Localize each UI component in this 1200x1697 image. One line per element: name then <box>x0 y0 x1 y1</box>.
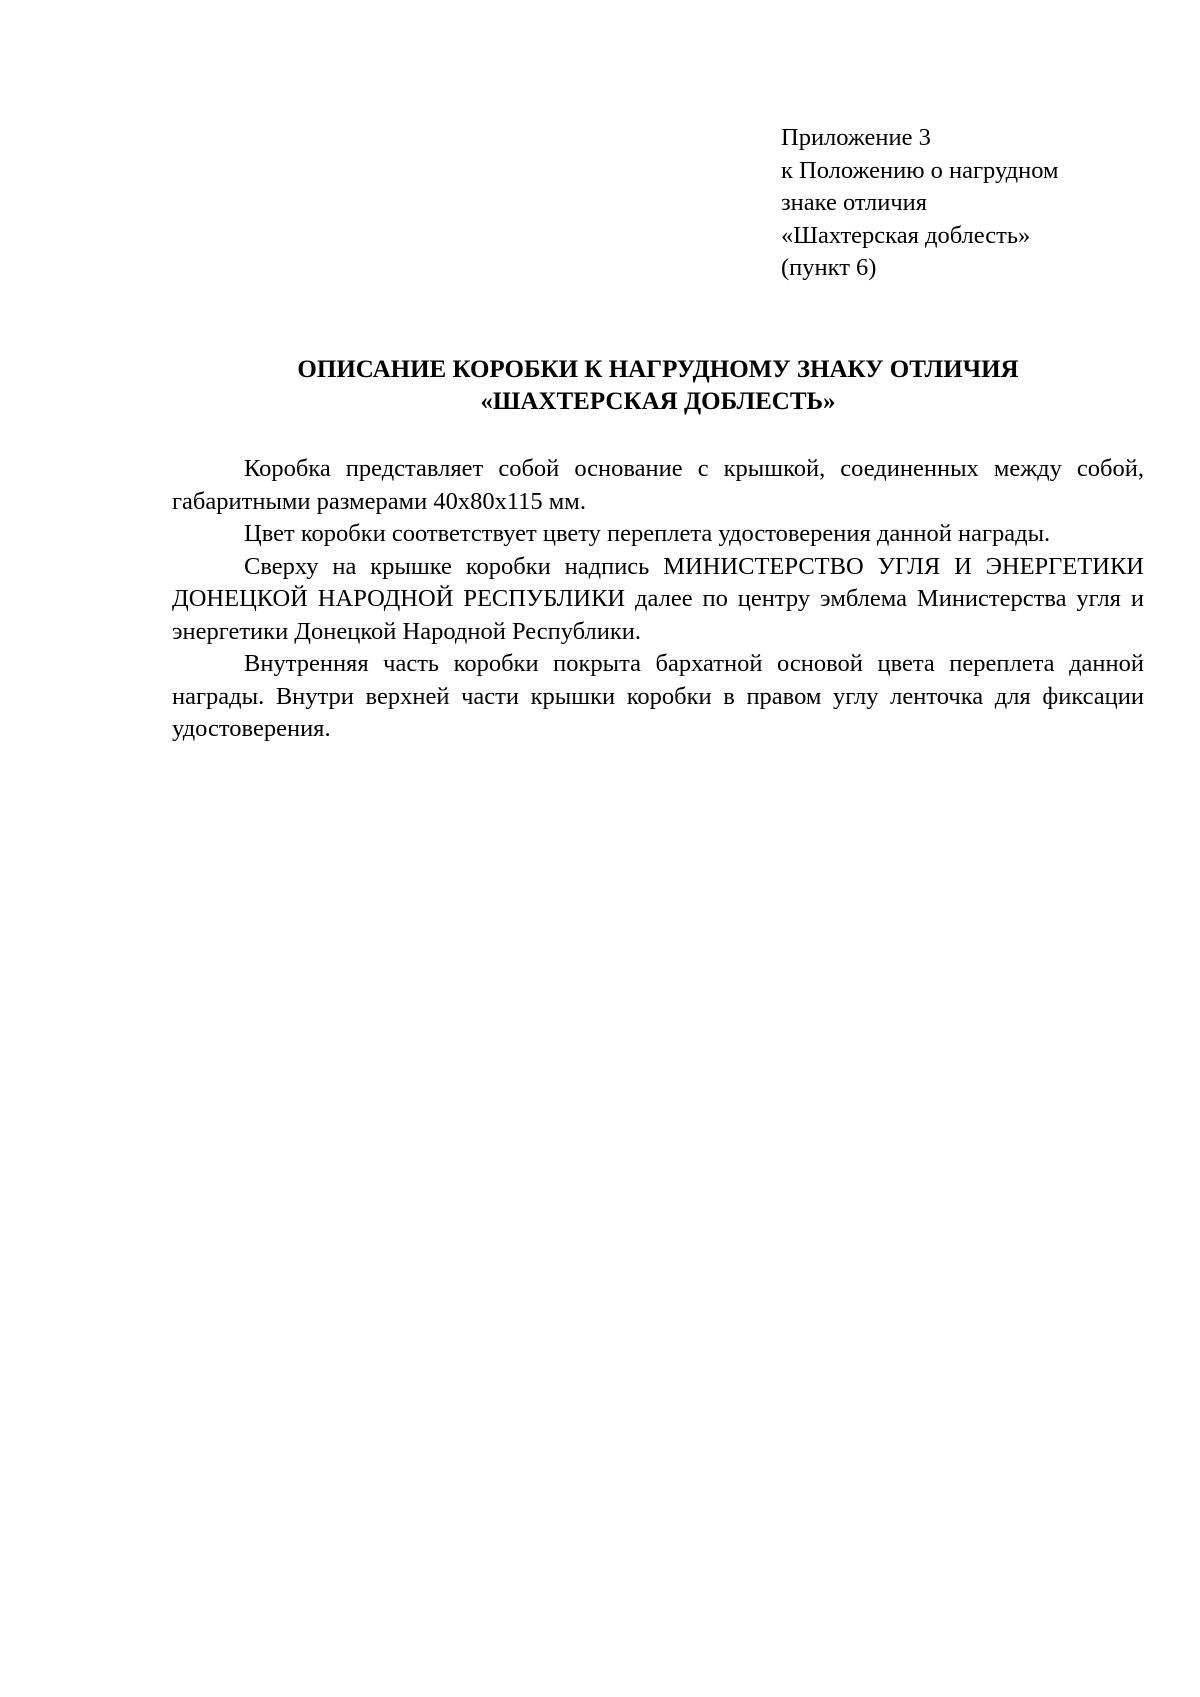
paragraph: Сверху на крышке коробки надпись МИНИСТЕРСТВО УГЛЯ И ЭНЕРГЕТИКИ ДОНЕЦКОЙ НАРОДНОЙ РЕСПУБЛИКИ далее по центру эмблема Министерства угля и энергетики Донецкой Народной Республики. <box>172 552 1144 645</box>
document-title <box>172 354 1144 418</box>
paragraph: Цвет коробки соответствует цвету переплета удостоверения данной награды. <box>244 520 1051 547</box>
appendix-line: Приложение 3 <box>781 124 931 151</box>
appendix-line: «Шахтерская доблесть» <box>781 221 1031 249</box>
document-body <box>172 453 1144 746</box>
paragraph: Внутренняя часть коробки покрыта бархатной основой цвета переплета данной награды. Внутри верхней части крышки коробки в правом углу ленточка для фиксации удостоверения. <box>172 650 1144 742</box>
appendix-line: знаке отличия <box>781 189 928 216</box>
title-line: ОПИСАНИЕ КОРОБКИ К НАГРУДНОМУ ЗНАКУ ОТЛИЧИЯ <box>297 356 1019 383</box>
appendix-header <box>781 122 1161 285</box>
appendix-line: к Положению о нагрудном <box>781 156 1059 184</box>
title-line: «ШАХТЕРСКАЯ ДОБЛЕСТЬ» <box>480 388 836 415</box>
paragraph: Коробка представляет собой основание с крышкой, соединенных между собой, габаритными размерами 40х80х115 мм. <box>172 455 1144 515</box>
appendix-line: (пункт 6) <box>781 254 877 281</box>
